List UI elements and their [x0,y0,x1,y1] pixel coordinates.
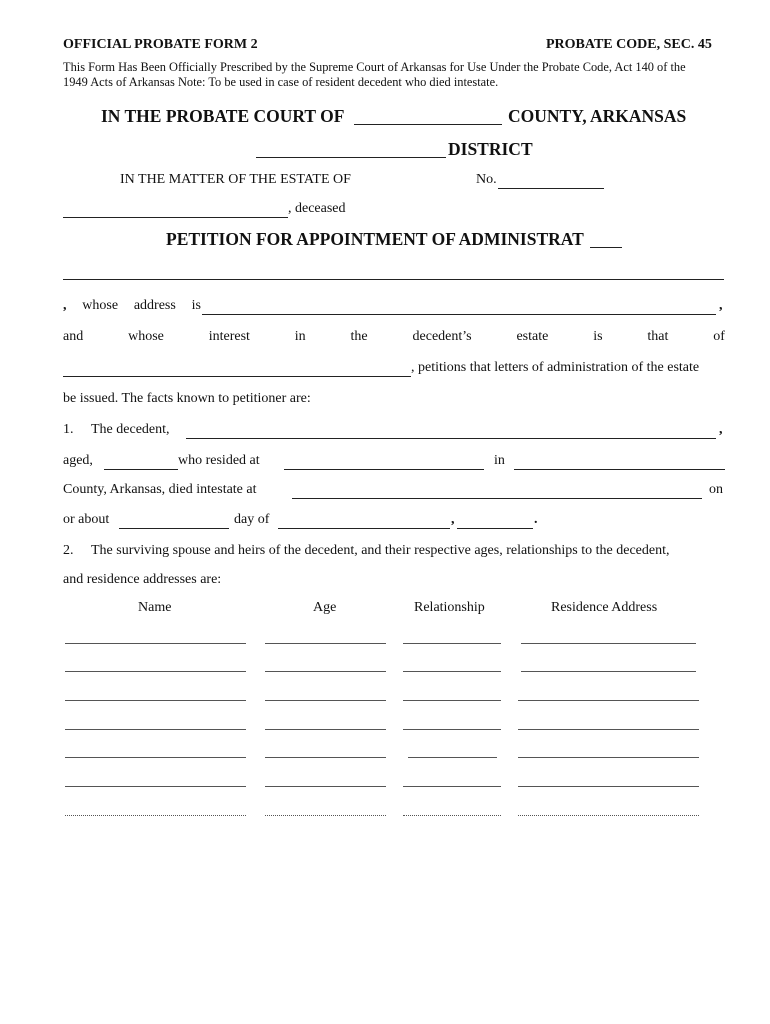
interest-word: that [647,329,669,344]
form-note-line-1: This Form Has Been Officially Prescribed by the Supreme Court of Arkansas for Use Under the Probate Code, Act 140 of the [63,60,686,74]
heir-name-field[interactable] [65,671,246,672]
item-2-number: 2. [63,543,74,558]
heir-relationship-field[interactable] [403,729,501,730]
heir-address-field[interactable] [521,671,696,672]
interest-word: and [63,329,84,344]
county-name-field[interactable] [354,108,502,125]
interest-word: of [713,329,725,344]
interest-word: whose [128,329,164,344]
aged-label: aged, [63,453,93,468]
interest-word: in [294,329,306,344]
heir-address-field[interactable] [518,729,699,730]
death-year-field[interactable] [457,512,533,529]
interest-word: interest [208,329,250,344]
heir-address-field[interactable] [518,700,699,701]
facts-intro: be issued. The facts known to petitioner are: [63,391,311,406]
heir-relationship-field[interactable] [403,786,501,787]
death-month-field[interactable] [278,512,450,529]
heir-age-field[interactable] [265,643,386,644]
item-1-end-comma: , [719,422,723,437]
heir-name-field[interactable] [65,643,246,644]
heir-relationship-field[interactable] [403,700,501,701]
address-end-comma: , [719,298,723,313]
place-of-death-field[interactable] [292,482,702,499]
item-2-line-2: and residence addresses are: [63,572,222,587]
decedent-city-field[interactable] [514,453,725,470]
county-label: County, Arkansas, died intestate at [63,482,257,497]
death-day-field[interactable] [119,512,229,529]
column-header-name: Name [138,600,172,615]
heir-age-field[interactable] [265,729,386,730]
heir-age-field[interactable] [265,786,386,787]
interest-word: is [593,329,603,344]
decedent-residence-field[interactable] [284,453,484,470]
decedent-name-field[interactable] [63,201,288,218]
district-label: DISTRICT [448,139,533,159]
column-header-age: Age [313,600,337,615]
heir-relationship-field[interactable] [403,643,501,644]
petitioner-address-field[interactable] [202,298,716,315]
case-number-label: No. [476,172,497,187]
petitions-text: , petitions that letters of administration of the estate [411,360,700,375]
petitioner-interest-field[interactable] [63,360,411,377]
heir-relationship-field[interactable] [403,815,501,816]
heir-age-field[interactable] [265,757,386,758]
heir-address-field[interactable] [518,757,699,758]
district-name-field[interactable] [256,141,446,158]
court-prefix: IN THE PROBATE COURT OF [101,106,345,126]
interest-word: decedent’s [412,329,472,344]
heir-name-field[interactable] [65,786,246,787]
heir-age-field[interactable] [265,700,386,701]
heir-name-field[interactable] [65,757,246,758]
column-header-relationship: Relationship [414,600,485,615]
or-about-label: or about [63,512,110,527]
court-suffix: COUNTY, ARKANSAS [508,106,687,126]
heir-age-field[interactable] [265,815,386,816]
heir-address-field[interactable] [518,786,699,787]
administrator-suffix-field[interactable] [590,231,622,248]
form-note-line-2: 1949 Acts of Arkansas Note: To be used in case of resident decedent who died intestate. [63,75,499,89]
petitioner-name-field[interactable] [63,263,724,280]
item-1-label: The decedent, [91,422,170,437]
date-period: . [534,512,538,527]
heir-name-field[interactable] [65,700,246,701]
form-name: OFFICIAL PROBATE FORM 2 [63,37,258,52]
decedent-age-field[interactable] [104,453,178,470]
on-label: on [709,482,723,497]
address-word-whose: whose [82,298,119,313]
code-reference: PROBATE CODE, SEC. 45 [546,37,712,52]
heir-address-field[interactable] [518,815,699,816]
item-1-number: 1. [63,422,74,437]
day-of-label: day of [234,512,270,527]
address-word-address: address [133,298,176,313]
deceased-label: , deceased [288,201,346,216]
resided-label: who resided at [178,453,260,468]
petition-title: PETITION FOR APPOINTMENT OF ADMINISTRAT [166,229,584,249]
heir-age-field[interactable] [265,671,386,672]
case-number-field[interactable] [498,172,604,189]
date-comma: , [451,512,455,527]
item-2-line-1: The surviving spouse and heirs of the decedent, and their respective ages, relationships to the decedent, [91,543,670,558]
heir-relationship-field[interactable] [403,671,501,672]
heir-name-field[interactable] [65,729,246,730]
heir-relationship-field[interactable] [408,757,497,758]
interest-word: estate [516,329,549,344]
heir-name-field[interactable] [65,815,246,816]
column-header-residence-address: Residence Address [551,600,658,615]
interest-word: the [350,329,368,344]
heir-address-field[interactable] [521,643,696,644]
address-word-is: is [191,298,201,313]
in-label: in [494,453,505,468]
address-comma: , [63,298,67,313]
interest-line [63,329,725,345]
address-words [63,298,201,314]
decedent-full-name-field[interactable] [186,422,716,439]
estate-label: IN THE MATTER OF THE ESTATE OF [120,172,351,187]
